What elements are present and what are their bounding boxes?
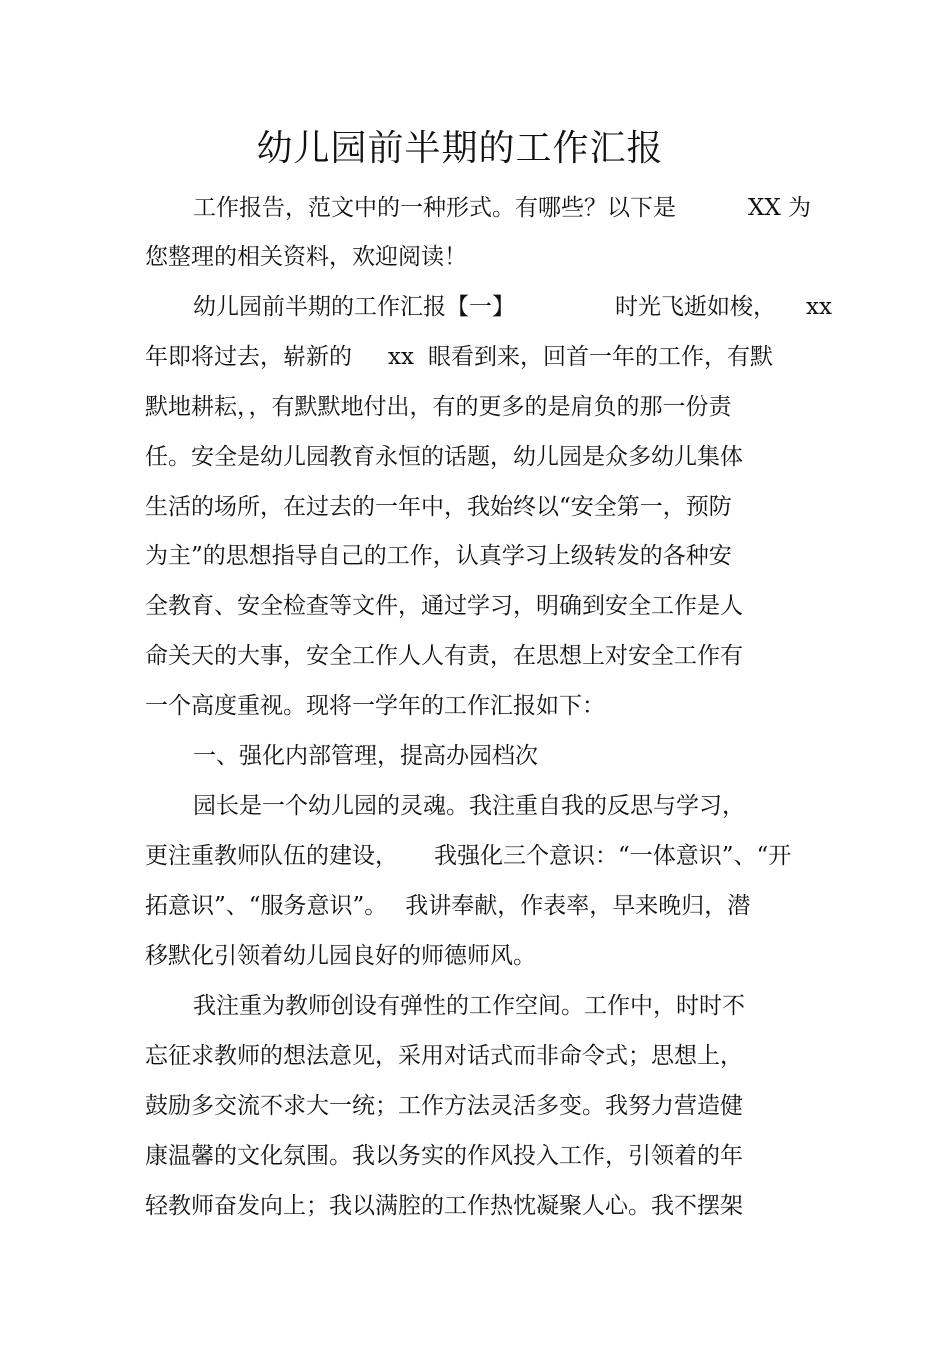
paragraph-line [145, 590, 743, 622]
paragraph-line [193, 990, 745, 1022]
line-text: 为主”的思想指导自己的工作，认真学习上级转发的各种安 [145, 543, 732, 569]
line-text: 全教育、安全检查等文件，通过学习，明确到安全工作是人 [145, 593, 743, 619]
line-text: 我强化三个意识：“一体意识”、“开 [434, 843, 792, 869]
paragraph-line [145, 341, 773, 373]
line-text: 命关天的大事，安全工作人人有责，在思想上对安全工作有 [145, 643, 743, 669]
line-text: 任。安全是幼儿园教育永恒的话题，幼儿园是众多幼儿集体 [145, 444, 743, 470]
line-text: 您整理的相关资料，欢迎阅读！ [145, 244, 467, 270]
paragraph-line [145, 690, 605, 722]
line-text: 更注重教师队伍的建设， [145, 843, 398, 869]
paragraph-line [193, 291, 832, 323]
line-text: 我注重为教师创设有弹性的工作空间。工作中，时时不 [193, 993, 745, 1019]
paragraph-line [145, 1040, 743, 1072]
paragraph-line [193, 192, 811, 224]
line-text: 忘征求教师的想法意见，采用对话式而非命令式；思想上， [145, 1043, 743, 1069]
paragraph-line [145, 491, 732, 523]
paragraph-line [145, 640, 743, 672]
paragraph-line [145, 890, 750, 922]
line-text: 生活的场所，在过去的一年中，我始终以“安全第一，预防 [145, 494, 732, 520]
line-text: 我讲奉献，作表率，早来晚归，潜 [405, 893, 751, 919]
paragraph-line [145, 1190, 743, 1222]
paragraph-line [145, 441, 743, 473]
paragraph-line [145, 391, 732, 423]
line-text: 轻教师奋发向上；我以满腔的工作热忱凝聚人心。我不摆架 [145, 1193, 743, 1219]
line-text: XX 为 [748, 195, 812, 221]
line-text: 移默化引领着幼儿园良好的师德师风。 [145, 943, 536, 969]
section-heading [193, 740, 538, 772]
line-text: 幼儿园前半期的工作汇报【一】 [193, 294, 515, 320]
paragraph-line [145, 1140, 743, 1172]
paragraph-line [145, 940, 536, 972]
line-text: 园长是一个幼儿园的灵魂。我注重自我的反思与学习， [193, 793, 745, 819]
page-title: 幼儿园前半期的工作汇报 [256, 128, 664, 169]
paragraph-line [193, 790, 745, 822]
line-text: 默地耕耘，，有默默地付出，有的更多的是肩负的那一份责 [145, 394, 732, 420]
line-text: 一、强化内部管理，提高办园档次 [193, 743, 538, 769]
line-text: 年即将过去，崭新的 [145, 344, 352, 370]
paragraph-line [145, 1090, 743, 1122]
line-text: 一个高度重视。现将一学年的工作汇报如下： [145, 693, 605, 719]
paragraph-line [145, 241, 467, 273]
paragraph-line [145, 540, 732, 572]
paragraph-line [145, 840, 791, 872]
line-text: xx [388, 344, 414, 370]
line-text: 工作报告，范文中的一种形式。有哪些？以下是 [193, 195, 676, 221]
line-text: 拓意识”、“服务意识”。 [145, 893, 388, 919]
line-text: 眼看到来，回首一年的工作，有默 [427, 344, 773, 370]
line-text: 康温馨的文化氛围。我以务实的作风投入工作，引领着的年 [145, 1143, 743, 1169]
line-text: 时光飞逝如梭， [615, 294, 776, 320]
line-text: 鼓励多交流不求大一统；工作方法灵活多变。我努力营造健 [145, 1093, 743, 1119]
line-text: xx [806, 294, 832, 320]
